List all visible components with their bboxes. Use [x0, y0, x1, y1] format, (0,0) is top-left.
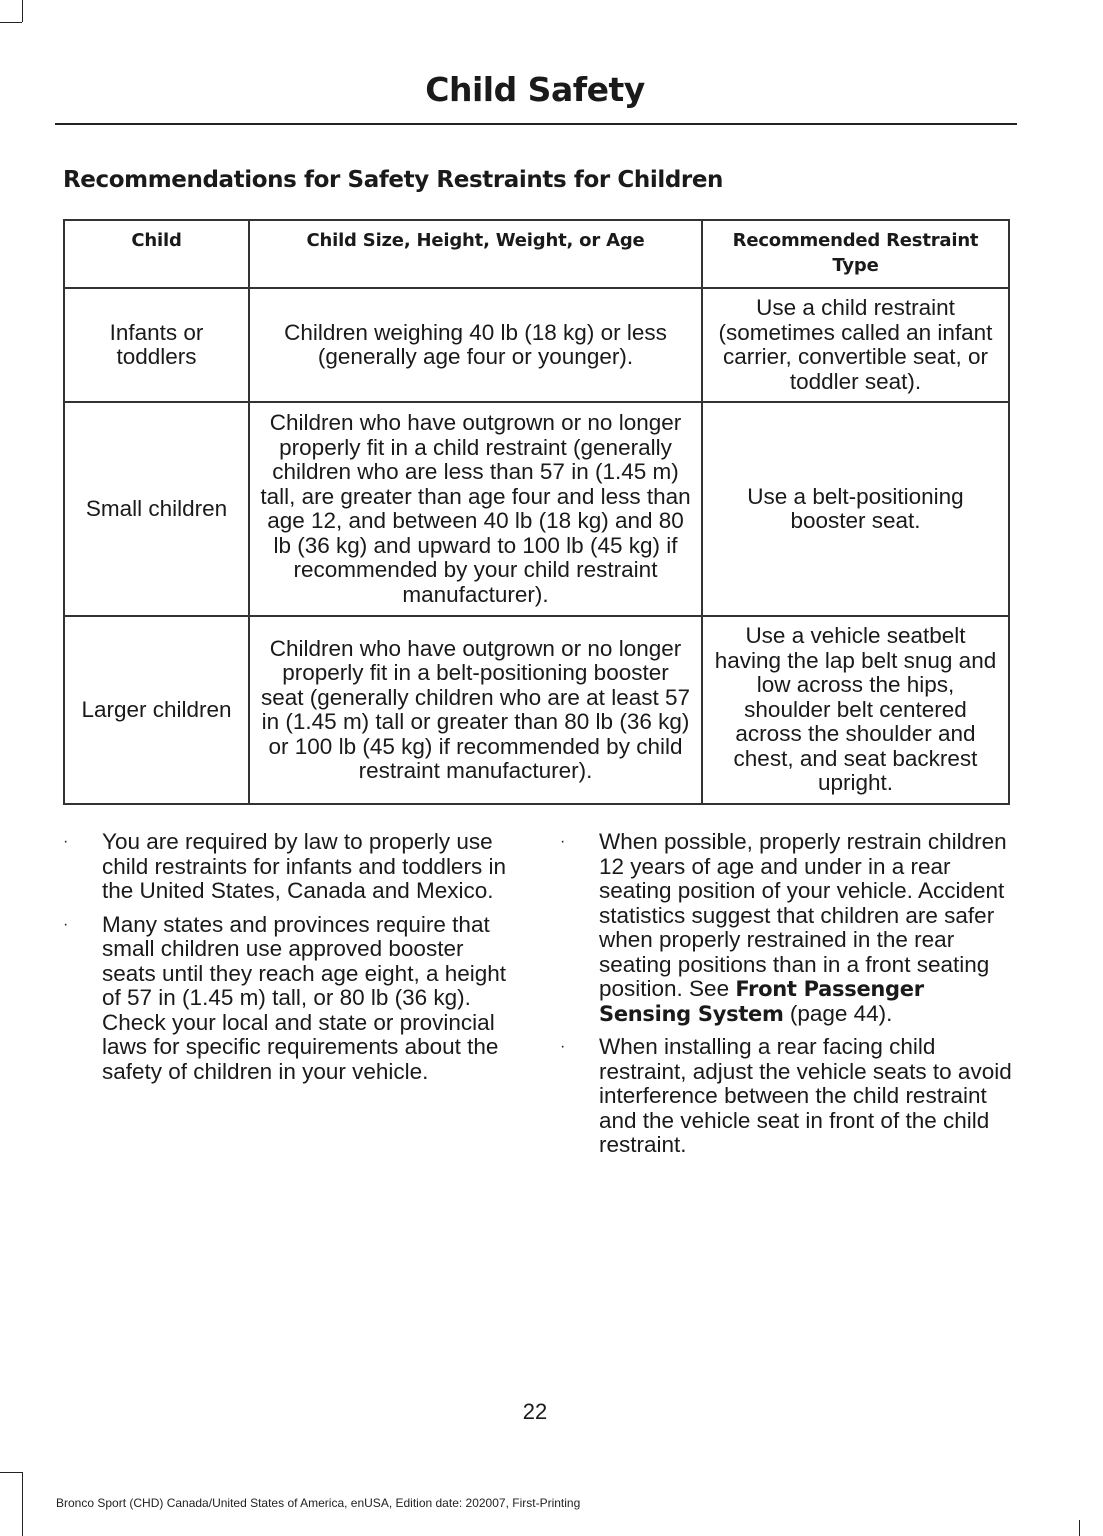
- header-child-size: Child Size, Height, Weight, or Age: [249, 220, 702, 288]
- bullet-marker: ·: [63, 915, 69, 933]
- crop-mark-bottom-right-v: [1079, 1520, 1080, 1536]
- header-child: Child: [64, 220, 249, 288]
- bullet-text: When possible, properly restrain children 12 years of age and under in a rear seating position of your vehicle. Accident statistics suggest that children are safer when properly restrained in the rear seating positions than in a front seating position. See: [599, 829, 1007, 1001]
- crop-mark-bottom-left-h: [0, 1472, 22, 1473]
- list-item: [560, 1035, 1015, 1158]
- bullet-marker: ·: [560, 1038, 566, 1055]
- title-divider: [55, 123, 1017, 125]
- bullet-text: When installing a rear facing child restraint, adjust the vehicle seats to avoid interference between the child restraint and the vehicle seat in front of the child restraint.: [599, 1034, 1012, 1157]
- table-row: [64, 616, 1009, 804]
- table-row: [64, 402, 1009, 616]
- cell-size: Children who have outgrown or no longer properly fit in a belt-positioning booster seat (generally children who are at least 57 in (1.45 m) tall or greater than 80 lb (36 kg) or 100 lb (45 kg) if recommended by child restraint manufacturer).: [249, 616, 702, 804]
- cell-child: Larger children: [64, 616, 249, 804]
- list-item: [63, 913, 523, 1085]
- bullet-text: You are required by law to properly use child restraints for infants and toddlers in the United States, Canada and Mexico.: [102, 829, 506, 903]
- cell-child: Infants or toddlers: [64, 288, 249, 402]
- page-title: Child Safety: [425, 70, 645, 109]
- page-reference: (page 44).: [789, 1000, 893, 1026]
- list-item: [63, 830, 523, 904]
- cell-size: Children who have outgrown or no longer properly fit in a child restraint (generally children who are less than 57 in (1.45 m) tall, are greater than age four and less than age 12, and between 40 lb (18 kg) and 80 lb (36 kg) and upward to 100 lb (45 kg) if recommended by your child restraint manufacturer).: [249, 402, 702, 616]
- cross-reference-link[interactable]: Front Passenger Sensing System: [599, 977, 924, 1026]
- footer-edition-info: Bronco Sport (CHD) Canada/United States of America, enUSA, Edition date: 202007, First-Printing: [56, 1496, 581, 1510]
- bullet-text: Many states and provinces require that small children use approved booster seats until they reach age eight, a height of 57 in (1.45 m) tall, or 80 lb (36 kg). Check your local and state or provincial laws for specific requirements about the safety of children in your vehicle.: [102, 911, 507, 1084]
- crop-mark-bottom-left-v: [22, 1472, 23, 1536]
- section-heading: Recommendations for Safety Restraints for Children: [63, 167, 723, 193]
- cell-restraint: Use a child restraint (sometimes called an infant carrier, convertible seat, or toddler seat).: [702, 288, 1009, 402]
- cell-size: Children weighing 40 lb (18 kg) or less (generally age four or younger).: [249, 288, 702, 402]
- table-header-row: [64, 220, 1009, 288]
- cell-restraint: Use a vehicle seatbelt having the lap belt snug and low across the hips, shoulder belt centered across the shoulder and chest, and seat backrest upright.: [702, 616, 1009, 804]
- crop-mark-top-left-v: [22, 0, 23, 22]
- bullet-list-right: [560, 830, 1015, 1167]
- list-item: [560, 830, 1015, 1026]
- crop-mark-top-left-h: [0, 22, 22, 23]
- restraints-table: [63, 219, 1010, 805]
- cell-child: Small children: [64, 402, 249, 616]
- bullet-marker: ·: [560, 833, 566, 850]
- header-recommended-restraint: Recommended Restraint Type: [702, 220, 1009, 288]
- table-row: [64, 288, 1009, 402]
- page-number: 22: [522, 1399, 548, 1424]
- bullet-list-left: [63, 830, 523, 1093]
- cell-restraint: Use a belt-positioning booster seat.: [702, 402, 1009, 616]
- bullet-marker: ·: [63, 833, 69, 850]
